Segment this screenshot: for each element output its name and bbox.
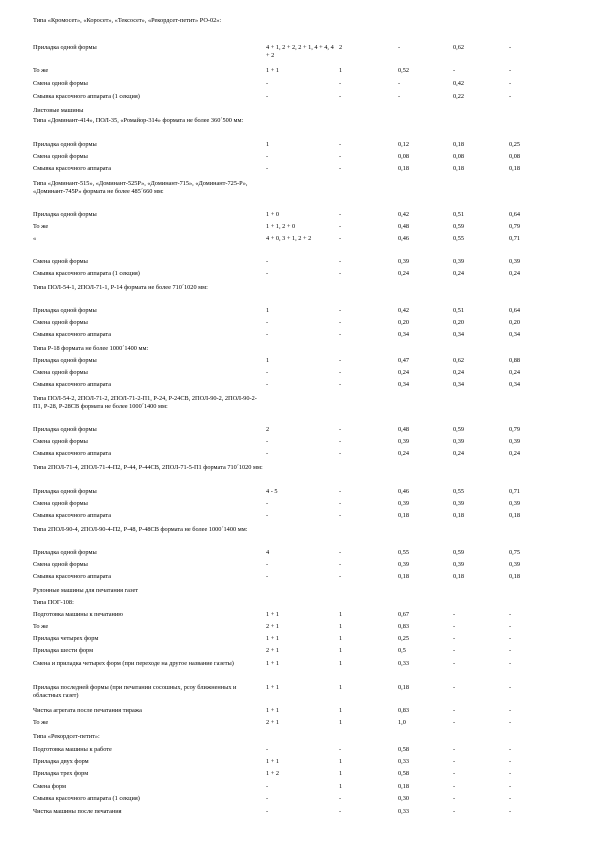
norm-value-3: - bbox=[509, 758, 512, 765]
forms-count: 2 + 1 bbox=[266, 647, 279, 654]
forms-count: 1 + 1 bbox=[266, 611, 279, 618]
machine-sections: - bbox=[339, 381, 342, 388]
machine-sections: - bbox=[339, 319, 342, 326]
forms-count: 2 + 1 bbox=[266, 719, 279, 726]
norm-value-2: 0,55 bbox=[453, 235, 465, 242]
section-heading-text: Рулонные машины для печатания газет bbox=[33, 587, 139, 594]
operation-name: Подготовка машины к работе bbox=[33, 746, 112, 753]
norm-value-2: 0,18 bbox=[453, 165, 465, 172]
norm-value-3: 0,20 bbox=[509, 319, 521, 326]
forms-count: 1 + 1 bbox=[266, 684, 279, 691]
norm-value-2: 0,39 bbox=[453, 258, 465, 265]
norm-value-2: 0,55 bbox=[453, 488, 465, 495]
machine-sections: - bbox=[339, 258, 342, 265]
forms-count: 1 bbox=[266, 357, 270, 364]
machine-sections: 1 bbox=[339, 611, 343, 618]
norm-value-1: 0,34 bbox=[398, 381, 410, 388]
operation-name: Смывка красочного аппарата bbox=[33, 381, 111, 388]
section-heading-text: Типа Р-18 формата не более 1000´1400 мм: bbox=[33, 345, 149, 352]
norm-value-1: 0,33 bbox=[398, 808, 410, 815]
operation-name: Приладка одной формы bbox=[33, 211, 97, 218]
operation-name: Смывка красочного аппарата bbox=[33, 331, 111, 338]
norm-value-1: 0,42 bbox=[398, 307, 410, 314]
section-heading-text: Типа 2ПОЛ-71-4, 2ПОЛ-71-4-П2, Р-44, Р-44СВ, 2ПОЛ-71-5-П1 формата 710´1020 мм: bbox=[33, 464, 263, 471]
norm-value-3: 0,39 bbox=[509, 500, 521, 507]
forms-count: 1 + 1 bbox=[266, 758, 279, 765]
norm-value-2: 0,24 bbox=[453, 270, 465, 277]
forms-count: 4 - 5 bbox=[266, 488, 278, 495]
norm-value-1: 0,18 bbox=[398, 783, 410, 790]
norm-value-3: - bbox=[509, 67, 512, 74]
machine-sections: - bbox=[339, 93, 342, 100]
section-heading-text: Типа ПОЛ-54-2, 2ПОЛ-71-2, 2ПОЛ-71-2-П1, Р-24, Р-24СВ, 2ПОЛ-90-2, 2ПОЛ-90-2-П1, Р-28, Р-28СВ формата не более 1000´1400 мм: bbox=[33, 395, 257, 410]
norm-value-1: 0,25 bbox=[398, 635, 410, 642]
forms-count: - bbox=[266, 561, 269, 568]
operation-name: Смена одной формы bbox=[33, 438, 88, 445]
norm-value-2: - bbox=[453, 719, 456, 726]
machine-sections: - bbox=[339, 561, 342, 568]
operation-name: Приладка трех форм bbox=[33, 770, 89, 777]
norm-value-1: 0,39 bbox=[398, 438, 410, 445]
machine-sections: 1 bbox=[339, 758, 343, 765]
norm-value-2: - bbox=[453, 795, 456, 802]
norm-value-1: 0,30 bbox=[398, 795, 410, 802]
norm-value-3: 0,24 bbox=[509, 369, 521, 376]
section-heading-text: Типа ПОЛ-54-1, 2ПОЛ-71-1, Р-14 формата не более 710´1020 мм: bbox=[33, 284, 208, 291]
norm-value-3: 0,34 bbox=[509, 381, 521, 388]
forms-count: - bbox=[266, 93, 269, 100]
norm-value-2: - bbox=[453, 611, 456, 618]
machine-sections: 1 bbox=[339, 67, 343, 74]
norm-value-2: - bbox=[453, 783, 456, 790]
norm-value-3: - bbox=[509, 93, 512, 100]
operation-name: Приладка одной формы bbox=[33, 357, 97, 364]
forms-count: - bbox=[266, 369, 269, 376]
norm-value-2: 0,42 bbox=[453, 80, 465, 87]
forms-count: - bbox=[266, 438, 269, 445]
forms-count: - bbox=[266, 808, 269, 815]
norm-value-3: - bbox=[509, 746, 512, 753]
norm-value-3: - bbox=[509, 660, 512, 667]
machine-sections: 1 bbox=[339, 719, 343, 726]
norm-value-1: 0,24 bbox=[398, 450, 410, 457]
machine-sections: - bbox=[339, 488, 342, 495]
norm-value-2: - bbox=[453, 808, 456, 815]
machine-sections: - bbox=[339, 450, 342, 457]
norm-value-3: 0,18 bbox=[509, 165, 521, 172]
norm-value-2: - bbox=[453, 684, 456, 691]
norm-value-3: - bbox=[509, 719, 512, 726]
norm-value-2: 0,62 bbox=[453, 44, 465, 51]
operation-name: Смывка красочного аппарата (1 секция) bbox=[33, 93, 140, 100]
norm-value-2: 0,51 bbox=[453, 211, 465, 218]
forms-count: - bbox=[266, 270, 269, 277]
norm-value-1: 0,18 bbox=[398, 684, 410, 691]
operation-name: То же bbox=[33, 67, 49, 74]
forms-count: - bbox=[266, 783, 269, 790]
norm-value-1: 0,58 bbox=[398, 746, 410, 753]
machine-sections: - bbox=[339, 331, 342, 338]
norm-value-1: 0,67 bbox=[398, 611, 410, 618]
norm-value-2: - bbox=[453, 635, 456, 642]
forms-count: - bbox=[266, 258, 269, 265]
operation-name: Смывка красочного аппарата bbox=[33, 512, 111, 519]
forms-count: 4 bbox=[266, 549, 270, 556]
norm-value-2: - bbox=[453, 647, 456, 654]
norm-value-3: 0,24 bbox=[509, 450, 521, 457]
forms-count: 1 + 1 bbox=[266, 707, 279, 714]
machine-sections: - bbox=[339, 141, 342, 148]
forms-count: 4 + 0, 3 + 1, 2 + 2 bbox=[266, 235, 312, 242]
operation-name: Приладка одной формы bbox=[33, 141, 97, 148]
norm-value-3: 0,64 bbox=[509, 307, 521, 314]
operation-name: Приладка двух форм bbox=[33, 758, 89, 765]
operation-name: Чистка машины после печатания bbox=[33, 808, 122, 815]
machine-sections: - bbox=[339, 426, 342, 433]
operation-name: Смывка красочного аппарата bbox=[33, 573, 111, 580]
norm-value-3: - bbox=[509, 623, 512, 630]
norm-value-1: 0,39 bbox=[398, 258, 410, 265]
section-heading-text: Типа ПОГ-108: bbox=[33, 599, 74, 606]
machine-sections: - bbox=[339, 795, 342, 802]
machine-sections: - bbox=[339, 165, 342, 172]
norm-value-1: 0,58 bbox=[398, 770, 410, 777]
norm-value-3: 0,39 bbox=[509, 258, 521, 265]
norm-value-3: 0,39 bbox=[509, 438, 521, 445]
machine-sections: - bbox=[339, 808, 342, 815]
norm-value-1: 0,5 bbox=[398, 647, 406, 654]
section-heading-text: Типа «Доминант-414», ПОЛ-35, «Ромайор-314» формата не более 360´500 мм: bbox=[33, 117, 244, 124]
forms-count: 1 + 1 bbox=[266, 660, 279, 667]
machine-sections: 1 bbox=[339, 635, 343, 642]
machine-sections: 1 bbox=[339, 783, 343, 790]
norm-value-2: - bbox=[453, 67, 456, 74]
norm-value-3: 0,18 bbox=[509, 512, 521, 519]
norm-value-2: 0,18 bbox=[453, 141, 465, 148]
operation-name: Приладка одной формы bbox=[33, 307, 97, 314]
operation-name: Приладка одной формы bbox=[33, 44, 97, 51]
norm-value-1: - bbox=[398, 80, 401, 87]
operation-name: Смена и приладка четырех форм (при переходе на другое название газеты) bbox=[33, 660, 234, 667]
norm-value-3: - bbox=[509, 611, 512, 618]
operation-name: Приладка шести форм bbox=[33, 647, 94, 654]
norm-value-1: 0,52 bbox=[398, 67, 410, 74]
operation-name: Смена одной формы bbox=[33, 561, 88, 568]
norm-value-3: 0,39 bbox=[509, 561, 521, 568]
forms-count: - bbox=[266, 319, 269, 326]
norm-value-3: 0,79 bbox=[509, 223, 521, 230]
forms-count: - bbox=[266, 381, 269, 388]
operation-name: Смена одной формы bbox=[33, 500, 88, 507]
operation-name: Приладка одной формы bbox=[33, 426, 97, 433]
norm-value-2: 0,39 bbox=[453, 561, 465, 568]
operation-name: Смывка красочного аппарата (1 секция) bbox=[33, 795, 140, 802]
machine-sections: - bbox=[339, 500, 342, 507]
norm-value-1: 0,48 bbox=[398, 426, 410, 433]
norm-value-3: 0,34 bbox=[509, 331, 521, 338]
norm-value-2: 0,59 bbox=[453, 223, 465, 230]
operation-name: « bbox=[33, 235, 37, 242]
norm-value-3: 0,79 bbox=[509, 426, 521, 433]
norm-value-2: 0,34 bbox=[453, 381, 465, 388]
operation-name: Приладка последней формы (при печатании сосошных, рсоу ближненных и областных газет) bbox=[33, 684, 238, 699]
operation-name: Смывка красочного аппарата bbox=[33, 165, 111, 172]
machine-sections: - bbox=[339, 270, 342, 277]
machine-sections: 2 bbox=[339, 44, 343, 51]
machine-sections: - bbox=[339, 512, 342, 519]
machine-sections: - bbox=[339, 357, 342, 364]
norm-value-3: - bbox=[509, 684, 512, 691]
machine-sections: - bbox=[339, 80, 342, 87]
section-heading-text: Листовые машины bbox=[33, 107, 84, 114]
norm-value-2: 0,59 bbox=[453, 549, 465, 556]
norm-value-3: 0,75 bbox=[509, 549, 521, 556]
forms-count: 1 + 0 bbox=[266, 211, 279, 218]
operation-name: То же bbox=[33, 623, 49, 630]
machine-sections: 1 bbox=[339, 684, 343, 691]
forms-count: 1 + 1, 2 + 0 bbox=[266, 223, 296, 230]
forms-count: - bbox=[266, 795, 269, 802]
norm-value-1: 0,46 bbox=[398, 488, 410, 495]
norm-value-3: 0,71 bbox=[509, 235, 521, 242]
norm-value-3: 0,71 bbox=[509, 488, 521, 495]
operation-name: Смена форм bbox=[33, 783, 66, 790]
norm-value-3: - bbox=[509, 808, 512, 815]
forms-count: 2 bbox=[266, 426, 270, 433]
machine-sections: 1 bbox=[339, 623, 343, 630]
operation-name: Приладка одной формы bbox=[33, 549, 97, 556]
norm-value-3: 0,24 bbox=[509, 270, 521, 277]
norm-value-1: 0,24 bbox=[398, 369, 410, 376]
norm-value-2: 0,62 bbox=[453, 357, 465, 364]
norm-value-2: - bbox=[453, 770, 456, 777]
norm-value-2: 0,51 bbox=[453, 307, 465, 314]
norm-value-1: 1,0 bbox=[398, 719, 406, 726]
norm-value-1: 0,46 bbox=[398, 235, 410, 242]
operation-name: То же bbox=[33, 719, 49, 726]
norm-value-2: - bbox=[453, 758, 456, 765]
norm-value-1: 0,12 bbox=[398, 141, 410, 148]
forms-count: - bbox=[266, 80, 269, 87]
machine-sections: - bbox=[339, 307, 342, 314]
operation-name: Приладка одной формы bbox=[33, 488, 97, 495]
norm-value-2: - bbox=[453, 707, 456, 714]
norm-value-1: 0,08 bbox=[398, 153, 410, 160]
norm-value-2: 0,24 bbox=[453, 369, 465, 376]
machine-sections: - bbox=[339, 549, 342, 556]
forms-count: - bbox=[266, 331, 269, 338]
norm-value-3: 0,25 bbox=[509, 141, 521, 148]
norm-value-2: 0,39 bbox=[453, 500, 465, 507]
norm-value-1: 0,48 bbox=[398, 223, 410, 230]
norm-value-3: 0,64 bbox=[509, 211, 521, 218]
operation-name: Смена одной формы bbox=[33, 153, 88, 160]
section-heading-text: Типа «Рекордсет-петит»: bbox=[33, 733, 100, 740]
norm-value-3: - bbox=[509, 80, 512, 87]
norm-value-2: 0,59 bbox=[453, 426, 465, 433]
norm-value-1: 0,39 bbox=[398, 561, 410, 568]
norm-value-1: 0,55 bbox=[398, 549, 410, 556]
section-heading-text: Типа «Доминант-515», «Доминант-525Р», «Доминант-715», «Доминант-725-Р», «Доминант-745Р» формата не более 485´660 мм: bbox=[33, 180, 250, 195]
machine-sections: - bbox=[339, 223, 342, 230]
machine-sections: 1 bbox=[339, 660, 343, 667]
norm-value-1: - bbox=[398, 44, 401, 51]
forms-count: - bbox=[266, 512, 269, 519]
forms-count: 1 bbox=[266, 141, 270, 148]
forms-count: - bbox=[266, 746, 269, 753]
norm-value-1: 0,33 bbox=[398, 660, 410, 667]
forms-count: - bbox=[266, 573, 269, 580]
norm-value-1: 0,18 bbox=[398, 512, 410, 519]
forms-count: 1 + 1 bbox=[266, 67, 279, 74]
norm-value-3: 0,08 bbox=[509, 153, 521, 160]
norm-value-2: 0,18 bbox=[453, 573, 465, 580]
norm-value-1: - bbox=[398, 93, 401, 100]
machine-sections: - bbox=[339, 369, 342, 376]
section-heading-text: Типа «Кромосет», «Коросет», «Тексосет», «Рекордсет-петит» РО-02»: bbox=[33, 17, 222, 24]
norm-value-3: - bbox=[509, 770, 512, 777]
norm-value-2: 0,22 bbox=[453, 93, 465, 100]
operation-name: Смена одной формы bbox=[33, 258, 88, 265]
operation-name: Приладка четырех форм bbox=[33, 635, 99, 642]
norm-value-3: - bbox=[509, 783, 512, 790]
norm-value-1: 0,33 bbox=[398, 758, 410, 765]
norm-value-2: - bbox=[453, 623, 456, 630]
forms-count: 1 + 2 bbox=[266, 770, 279, 777]
machine-sections: - bbox=[339, 573, 342, 580]
norm-value-2: 0,24 bbox=[453, 450, 465, 457]
norm-value-3: 0,18 bbox=[509, 573, 521, 580]
machine-sections: 1 bbox=[339, 647, 343, 654]
operation-name: Подготовка машины к печатанию bbox=[33, 611, 123, 618]
norm-value-3: - bbox=[509, 44, 512, 51]
norm-value-3: - bbox=[509, 707, 512, 714]
norm-value-1: 0,47 bbox=[398, 357, 410, 364]
norm-value-1: 0,24 bbox=[398, 270, 410, 277]
norm-value-2: 0,34 bbox=[453, 331, 465, 338]
operation-name: То же bbox=[33, 223, 49, 230]
section-heading-text: Типа 2ПОЛ-90-4, 2ПОЛ-90-4-П2, Р-48, Р-48СВ формата не более 1000´1400 мм: bbox=[33, 526, 248, 533]
operation-name: Смывка красочного аппарата (1 секция) bbox=[33, 270, 140, 277]
norm-value-1: 0,18 bbox=[398, 573, 410, 580]
norm-value-1: 0,39 bbox=[398, 500, 410, 507]
norm-value-2: - bbox=[453, 746, 456, 753]
forms-count: 1 bbox=[266, 307, 270, 314]
norm-value-2: - bbox=[453, 660, 456, 667]
operation-name: Смена одной формы bbox=[33, 369, 88, 376]
norm-value-3: - bbox=[509, 635, 512, 642]
norm-value-2: 0,18 bbox=[453, 512, 465, 519]
norm-value-1: 0,83 bbox=[398, 623, 410, 630]
norm-value-2: 0,20 bbox=[453, 319, 465, 326]
machine-sections: - bbox=[339, 438, 342, 445]
forms-count: 1 + 1 bbox=[266, 635, 279, 642]
machine-sections: - bbox=[339, 153, 342, 160]
machine-sections: - bbox=[339, 211, 342, 218]
operation-name: Смывка красочного аппарата bbox=[33, 450, 111, 457]
norm-value-1: 0,34 bbox=[398, 331, 410, 338]
forms-count: - bbox=[266, 165, 269, 172]
norm-value-3: - bbox=[509, 795, 512, 802]
forms-count: - bbox=[266, 500, 269, 507]
operation-name: Смена одной формы bbox=[33, 80, 88, 87]
forms-count: - bbox=[266, 153, 269, 160]
forms-count: - bbox=[266, 450, 269, 457]
norm-value-1: 0,20 bbox=[398, 319, 410, 326]
operation-name: Чистка агрегата после печатания тиража bbox=[33, 707, 142, 714]
forms-count: 4 + 1, 2 + 2, 2 + 1, 4 + 4, 4 + 2 bbox=[266, 44, 336, 59]
machine-sections: 1 bbox=[339, 770, 343, 777]
forms-count: 2 + 1 bbox=[266, 623, 279, 630]
norm-value-2: 0,08 bbox=[453, 153, 465, 160]
machine-sections: - bbox=[339, 746, 342, 753]
norm-value-1: 0,42 bbox=[398, 211, 410, 218]
machine-sections: - bbox=[339, 235, 342, 242]
norm-value-3: - bbox=[509, 647, 512, 654]
norm-value-2: 0,39 bbox=[453, 438, 465, 445]
norm-value-3: 0,88 bbox=[509, 357, 521, 364]
machine-sections: 1 bbox=[339, 707, 343, 714]
operation-name: Смена одной формы bbox=[33, 319, 88, 326]
norm-value-1: 0,83 bbox=[398, 707, 410, 714]
norm-value-1: 0,18 bbox=[398, 165, 410, 172]
